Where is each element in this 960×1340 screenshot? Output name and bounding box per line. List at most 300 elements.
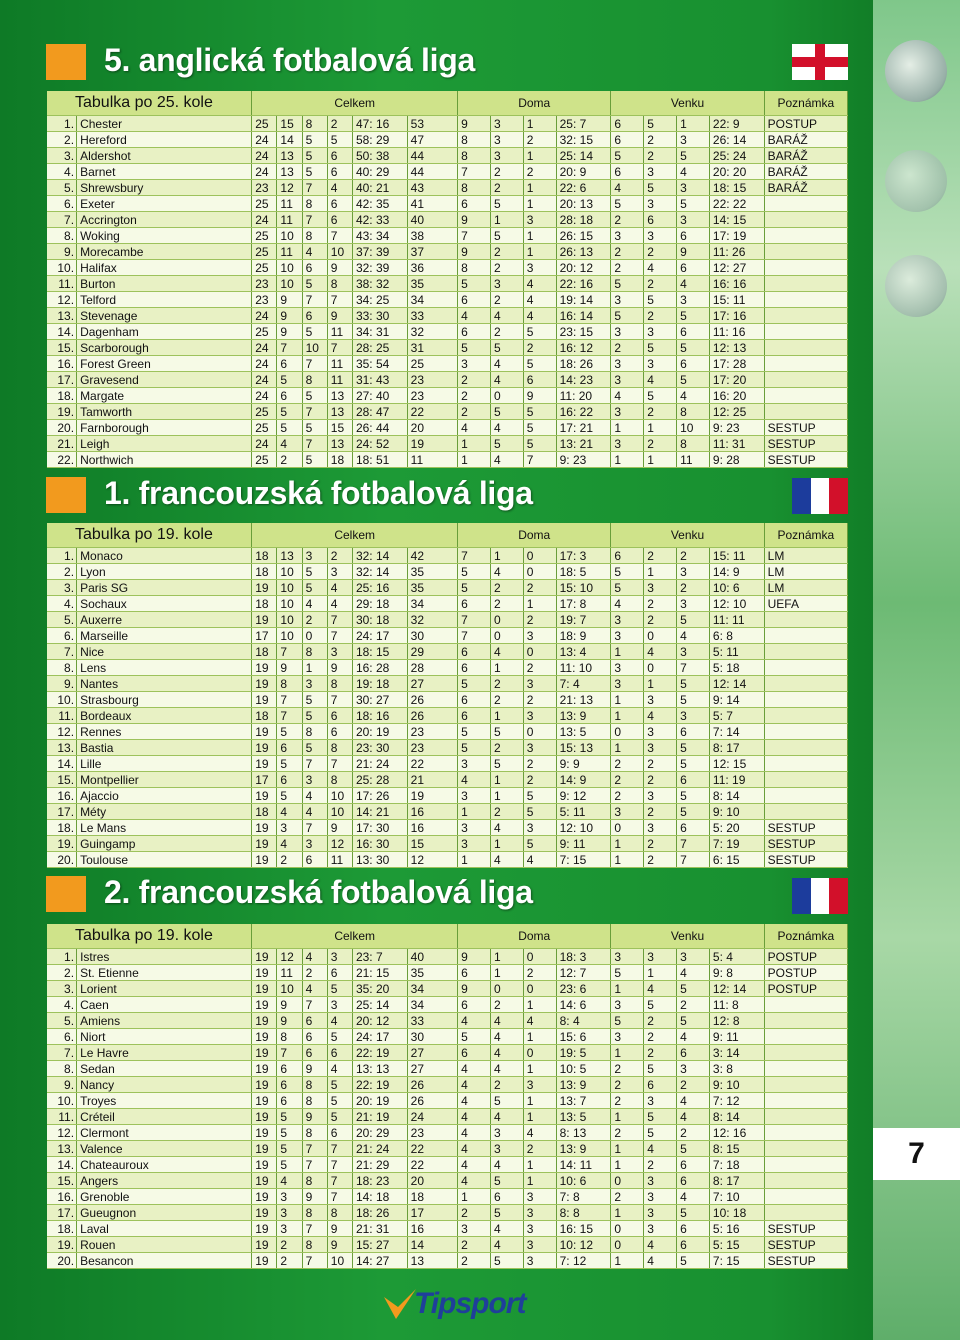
stat-cell: 7 — [458, 628, 491, 644]
stat-cell: 10: 6 — [709, 580, 764, 596]
stat-cell: 6 — [302, 1029, 327, 1045]
stat-cell: 21: 31 — [352, 1221, 407, 1237]
stat-cell: 1 — [458, 1189, 491, 1205]
table-row — [47, 724, 848, 740]
stat-cell: 25 — [252, 244, 277, 260]
stat-cell: 7: 14 — [709, 724, 764, 740]
stat-cell: 37 — [407, 244, 457, 260]
stat-cell: 10 — [327, 788, 352, 804]
stat-cell: 5 — [644, 340, 677, 356]
table-row — [47, 756, 848, 772]
stat-cell: 22 — [407, 1157, 457, 1173]
stat-cell: 4 — [644, 1237, 677, 1253]
stat-cell: 35 — [407, 276, 457, 292]
table-row — [47, 852, 848, 868]
stat-cell: 7 — [302, 292, 327, 308]
table-caption: Tabulka po 19. kole — [47, 523, 252, 548]
stat-cell: 22: 9 — [709, 116, 764, 132]
stat-cell: 6 — [458, 596, 491, 612]
stat-cell: 28: 25 — [352, 340, 407, 356]
team-name: Chester — [77, 116, 252, 132]
position-cell: 9. — [47, 1077, 77, 1093]
position-cell: 8. — [47, 228, 77, 244]
stat-cell: 6 — [677, 356, 710, 372]
stat-cell: 5 — [677, 756, 710, 772]
stat-cell: 5 — [523, 436, 556, 452]
stat-cell: 6 — [611, 164, 644, 180]
stat-cell: 5 — [611, 276, 644, 292]
stat-cell: 16: 22 — [556, 404, 611, 420]
stat-cell: 11: 10 — [556, 660, 611, 676]
stat-cell: 7 — [677, 852, 710, 868]
table-row — [47, 324, 848, 340]
stat-cell: 2 — [611, 1189, 644, 1205]
stat-cell: 21 — [407, 772, 457, 788]
stat-cell: 0 — [523, 981, 556, 997]
stat-cell: 1 — [490, 836, 523, 852]
note-cell — [764, 212, 847, 228]
stat-cell: 7 — [302, 356, 327, 372]
stat-cell: 6 — [677, 1237, 710, 1253]
note-cell: BARÁŽ — [764, 148, 847, 164]
table-row — [47, 1237, 848, 1253]
note-cell — [764, 388, 847, 404]
table-row — [47, 836, 848, 852]
stat-cell: 11: 20 — [556, 388, 611, 404]
stat-cell: 38: 32 — [352, 276, 407, 292]
stat-cell: 2 — [523, 965, 556, 981]
table-row — [47, 372, 848, 388]
stat-cell: 5 — [302, 148, 327, 164]
stat-cell: 5 — [302, 452, 327, 468]
stat-cell: 7 — [458, 548, 491, 564]
note-cell: SESTUP — [764, 852, 847, 868]
stat-cell: 15: 10 — [556, 580, 611, 596]
stat-cell: 3 — [644, 1093, 677, 1109]
stat-cell: 10 — [302, 340, 327, 356]
stat-cell: 6 — [327, 708, 352, 724]
position-cell: 16. — [47, 788, 77, 804]
stat-cell: 9 — [302, 1189, 327, 1205]
note-cell — [764, 1029, 847, 1045]
stat-cell: 2 — [611, 1093, 644, 1109]
stat-cell: 4 — [677, 388, 710, 404]
stat-cell: 21: 29 — [352, 1157, 407, 1173]
stat-cell: 7 — [458, 164, 491, 180]
stat-cell: 8 — [458, 260, 491, 276]
stat-cell: 2 — [677, 1125, 710, 1141]
stat-cell: 19 — [252, 1157, 277, 1173]
stat-cell: 4 — [490, 644, 523, 660]
stat-cell: 6 — [611, 116, 644, 132]
stat-cell: 24 — [252, 356, 277, 372]
stat-cell: 3 — [523, 212, 556, 228]
stat-cell: 5 — [458, 740, 491, 756]
stat-cell: 17: 3 — [556, 548, 611, 564]
stat-cell: 32: 39 — [352, 260, 407, 276]
stat-cell: 24 — [407, 1109, 457, 1125]
table-row — [47, 820, 848, 836]
stat-cell: 21: 24 — [352, 1141, 407, 1157]
stat-cell: 1 — [523, 196, 556, 212]
stat-cell: 7 — [458, 228, 491, 244]
stat-cell: 3 — [611, 436, 644, 452]
stat-cell: 5 — [458, 1029, 491, 1045]
league-table-france-1 — [47, 523, 848, 868]
table-row — [47, 660, 848, 676]
stat-cell: 3 — [611, 676, 644, 692]
header-home: Doma — [458, 924, 611, 949]
stat-cell: 1 — [611, 420, 644, 436]
stat-cell: 10 — [677, 420, 710, 436]
stat-cell: 2 — [277, 1253, 302, 1269]
stat-cell: 2 — [490, 324, 523, 340]
stat-cell: 2 — [677, 997, 710, 1013]
stat-cell: 3 — [611, 628, 644, 644]
team-name: Lorient — [77, 981, 252, 997]
position-cell: 18. — [47, 388, 77, 404]
stat-cell: 4 — [490, 420, 523, 436]
note-cell — [764, 708, 847, 724]
header-overall: Celkem — [252, 91, 458, 116]
stat-cell: 12 — [407, 852, 457, 868]
stat-cell: 1 — [523, 596, 556, 612]
team-name: Telford — [77, 292, 252, 308]
stat-cell: 8: 8 — [556, 1205, 611, 1221]
stat-cell: 18: 15 — [352, 644, 407, 660]
stat-cell: 8 — [458, 148, 491, 164]
team-name: Bordeaux — [77, 708, 252, 724]
position-cell: 14. — [47, 756, 77, 772]
stat-cell: 3 — [458, 1221, 491, 1237]
stat-cell: 8: 17 — [709, 740, 764, 756]
stat-cell: 3 — [677, 949, 710, 965]
stat-cell: 5 — [677, 308, 710, 324]
stat-cell: 4 — [327, 1061, 352, 1077]
stat-cell: 9 — [277, 1013, 302, 1029]
stat-cell: 24 — [252, 340, 277, 356]
stat-cell: 1 — [611, 852, 644, 868]
stat-cell: 34 — [407, 981, 457, 997]
stat-cell: 25 — [407, 356, 457, 372]
team-name: Margate — [77, 388, 252, 404]
stat-cell: 4 — [302, 244, 327, 260]
stat-cell: 16: 15 — [556, 1221, 611, 1237]
stat-cell: 2 — [611, 1125, 644, 1141]
position-cell: 12. — [47, 1125, 77, 1141]
stat-cell: 6 — [277, 740, 302, 756]
stat-cell: 6 — [327, 724, 352, 740]
stat-cell: 2 — [644, 404, 677, 420]
stat-cell: 4 — [677, 164, 710, 180]
position-cell: 9. — [47, 676, 77, 692]
stat-cell: 20: 9 — [556, 164, 611, 180]
stat-cell: 18: 16 — [352, 708, 407, 724]
stat-cell: 14: 21 — [352, 804, 407, 820]
stat-cell: 15: 6 — [556, 1029, 611, 1045]
stat-cell: 6 — [677, 260, 710, 276]
table-row — [47, 1093, 848, 1109]
stat-cell: 1 — [490, 212, 523, 228]
stat-cell: 21: 13 — [556, 692, 611, 708]
position-cell: 6. — [47, 1029, 77, 1045]
stat-cell: 4 — [302, 981, 327, 997]
stat-cell: 5 — [611, 564, 644, 580]
stat-cell: 6 — [327, 965, 352, 981]
league-table-england — [47, 91, 848, 468]
stat-cell: 4 — [611, 180, 644, 196]
stat-cell: 6 — [302, 1045, 327, 1061]
stat-cell: 2 — [611, 260, 644, 276]
position-cell: 21. — [47, 436, 77, 452]
stat-cell: 17: 19 — [709, 228, 764, 244]
header-home: Doma — [458, 91, 611, 116]
team-name: Lille — [77, 756, 252, 772]
stat-cell: 1 — [611, 1205, 644, 1221]
position-cell: 20. — [47, 852, 77, 868]
football-icon — [885, 40, 947, 102]
stat-cell: 11: 8 — [709, 997, 764, 1013]
stat-cell: 5 — [277, 1109, 302, 1125]
stat-cell: 19: 14 — [556, 292, 611, 308]
stat-cell: 11: 11 — [709, 612, 764, 628]
stat-cell: 3 — [644, 228, 677, 244]
page-number: 7 — [873, 1128, 960, 1180]
stat-cell: 35: 54 — [352, 356, 407, 372]
stat-cell: 2 — [644, 436, 677, 452]
stat-cell: 2 — [523, 340, 556, 356]
stat-cell: 3 — [327, 644, 352, 660]
note-cell: BARÁŽ — [764, 132, 847, 148]
tipsport-logo — [380, 1285, 580, 1325]
stat-cell: 6 — [277, 1077, 302, 1093]
stat-cell: 3 — [611, 404, 644, 420]
header-overall: Celkem — [252, 924, 458, 949]
stat-cell: 8: 14 — [709, 1109, 764, 1125]
stat-cell: 2 — [644, 772, 677, 788]
stat-cell: 5 — [644, 388, 677, 404]
stat-cell: 30 — [407, 628, 457, 644]
stat-cell: 1 — [523, 1157, 556, 1173]
stat-cell: 2 — [644, 852, 677, 868]
stat-cell: 1 — [611, 836, 644, 852]
stat-cell: 7 — [302, 404, 327, 420]
stat-cell: 5 — [523, 788, 556, 804]
stat-cell: 6 — [277, 1093, 302, 1109]
stat-cell: 15 — [407, 836, 457, 852]
position-cell: 17. — [47, 372, 77, 388]
stat-cell: 4 — [490, 372, 523, 388]
stat-cell: 19 — [252, 1237, 277, 1253]
stat-cell: 6 — [302, 260, 327, 276]
stat-cell: 16: 12 — [556, 340, 611, 356]
position-cell: 1. — [47, 116, 77, 132]
stat-cell: 5 — [490, 1253, 523, 1269]
stat-cell: 5 — [611, 308, 644, 324]
stat-cell: 4 — [677, 1093, 710, 1109]
stat-cell: 3 — [644, 356, 677, 372]
stat-cell: 3 — [644, 740, 677, 756]
stat-cell: 22: 19 — [352, 1045, 407, 1061]
table-row — [47, 804, 848, 820]
stat-cell: 9: 23 — [556, 452, 611, 468]
stat-cell: 3 — [611, 292, 644, 308]
stat-cell: 5: 4 — [709, 949, 764, 965]
stat-cell: 3 — [490, 116, 523, 132]
stat-cell: 26 — [407, 692, 457, 708]
table-row — [47, 949, 848, 965]
stat-cell: 8 — [458, 180, 491, 196]
stat-cell: 2 — [523, 660, 556, 676]
stat-cell: 6 — [302, 1013, 327, 1029]
position-cell: 15. — [47, 340, 77, 356]
stat-cell: 5 — [644, 180, 677, 196]
stat-cell: 32: 15 — [556, 132, 611, 148]
stat-cell: 22 — [407, 404, 457, 420]
stat-cell: 5 — [523, 404, 556, 420]
stat-cell: 10 — [277, 612, 302, 628]
stat-cell: 6 — [677, 324, 710, 340]
stat-cell: 19 — [252, 1189, 277, 1205]
note-cell: SESTUP — [764, 436, 847, 452]
stat-cell: 3 — [611, 660, 644, 676]
stat-cell: 23 — [407, 724, 457, 740]
stat-cell: 13 — [327, 404, 352, 420]
stat-cell: 5 — [277, 420, 302, 436]
note-cell — [764, 997, 847, 1013]
stat-cell: 5 — [302, 708, 327, 724]
stat-cell: 5 — [302, 564, 327, 580]
team-name: Halifax — [77, 260, 252, 276]
stat-cell: 19 — [252, 756, 277, 772]
stat-cell: 23: 15 — [556, 324, 611, 340]
position-cell: 10. — [47, 260, 77, 276]
stat-cell: 6: 15 — [709, 852, 764, 868]
stat-cell: 9: 10 — [709, 804, 764, 820]
table-row — [47, 388, 848, 404]
stat-cell: 1 — [490, 660, 523, 676]
note-cell — [764, 676, 847, 692]
stat-cell: 4 — [458, 1077, 491, 1093]
stat-cell: 8: 15 — [709, 1141, 764, 1157]
stat-cell: 40 — [407, 212, 457, 228]
stat-cell: 1 — [523, 1029, 556, 1045]
stat-cell: 11 — [277, 965, 302, 981]
stat-cell: 11: 16 — [709, 324, 764, 340]
stat-cell: 9 — [458, 212, 491, 228]
stat-cell: 1 — [611, 1253, 644, 1269]
stat-cell: 4 — [277, 836, 302, 852]
stat-cell: 2 — [458, 1237, 491, 1253]
team-name: Marseille — [77, 628, 252, 644]
stat-cell: 1 — [490, 708, 523, 724]
stat-cell: 9 — [327, 660, 352, 676]
stat-cell: 2 — [490, 292, 523, 308]
stat-cell: 7: 19 — [709, 836, 764, 852]
header-overall: Celkem — [252, 523, 458, 548]
position-cell: 14. — [47, 324, 77, 340]
stat-cell: 4 — [490, 1061, 523, 1077]
stat-cell: 1 — [458, 852, 491, 868]
stat-cell: 1 — [611, 1045, 644, 1061]
stat-cell: 27 — [407, 1061, 457, 1077]
stat-cell: 12: 10 — [709, 596, 764, 612]
stat-cell: 2 — [611, 244, 644, 260]
team-name: Gueugnon — [77, 1205, 252, 1221]
stat-cell: 1 — [523, 1061, 556, 1077]
header-note: Poznámka — [764, 91, 847, 116]
stat-cell: 24 — [252, 132, 277, 148]
stat-cell: 3 — [277, 820, 302, 836]
team-name: Créteil — [77, 1109, 252, 1125]
team-name: Accrington — [77, 212, 252, 228]
stat-cell: 3 — [523, 1253, 556, 1269]
stat-cell: 19 — [252, 788, 277, 804]
note-cell — [764, 340, 847, 356]
stat-cell: 20 — [407, 1173, 457, 1189]
stat-cell: 6 — [327, 1125, 352, 1141]
stat-cell: 19: 5 — [556, 1045, 611, 1061]
stat-cell: 17: 21 — [556, 420, 611, 436]
position-cell: 3. — [47, 580, 77, 596]
stat-cell: 3 — [644, 1221, 677, 1237]
stat-cell: 3 — [458, 756, 491, 772]
stat-cell: 11 — [277, 196, 302, 212]
table-row — [47, 452, 848, 468]
stat-cell: 29 — [407, 644, 457, 660]
stat-cell: 7 — [277, 340, 302, 356]
table-row — [47, 212, 848, 228]
stat-cell: 2 — [644, 804, 677, 820]
stat-cell: 1 — [490, 788, 523, 804]
stat-cell: 4 — [523, 852, 556, 868]
stat-cell: 7 — [327, 692, 352, 708]
stat-cell: 23 — [252, 276, 277, 292]
stat-cell: 8 — [302, 1237, 327, 1253]
stat-cell: 5 — [302, 388, 327, 404]
position-cell: 13. — [47, 308, 77, 324]
stat-cell: 3 — [490, 1141, 523, 1157]
stat-cell: 13: 5 — [556, 724, 611, 740]
stat-cell: 4 — [523, 292, 556, 308]
stat-cell: 2 — [644, 756, 677, 772]
table-row — [47, 436, 848, 452]
stat-cell: 1 — [523, 997, 556, 1013]
section-title-text: 2. francouzská fotbalová liga — [104, 874, 533, 910]
stat-cell: 2 — [611, 212, 644, 228]
stat-cell: 6 — [458, 292, 491, 308]
stat-cell: 5 — [677, 372, 710, 388]
stat-cell: 4 — [490, 564, 523, 580]
stat-cell: 2 — [490, 997, 523, 1013]
stat-cell: 22: 16 — [556, 276, 611, 292]
stat-cell: 2 — [523, 164, 556, 180]
stat-cell: 19 — [252, 676, 277, 692]
stat-cell: 9 — [327, 820, 352, 836]
stat-cell: 3 — [611, 612, 644, 628]
stat-cell: 18: 3 — [556, 949, 611, 965]
note-cell: BARÁŽ — [764, 164, 847, 180]
stat-cell: 2 — [611, 1061, 644, 1077]
stat-cell: 11 — [327, 356, 352, 372]
stat-cell: 24: 17 — [352, 628, 407, 644]
stat-cell: 5 — [677, 692, 710, 708]
stat-cell: 9 — [327, 1221, 352, 1237]
note-cell — [764, 1141, 847, 1157]
stat-cell: 5 — [523, 804, 556, 820]
stat-cell: 2 — [277, 852, 302, 868]
stat-cell: 2 — [490, 1077, 523, 1093]
